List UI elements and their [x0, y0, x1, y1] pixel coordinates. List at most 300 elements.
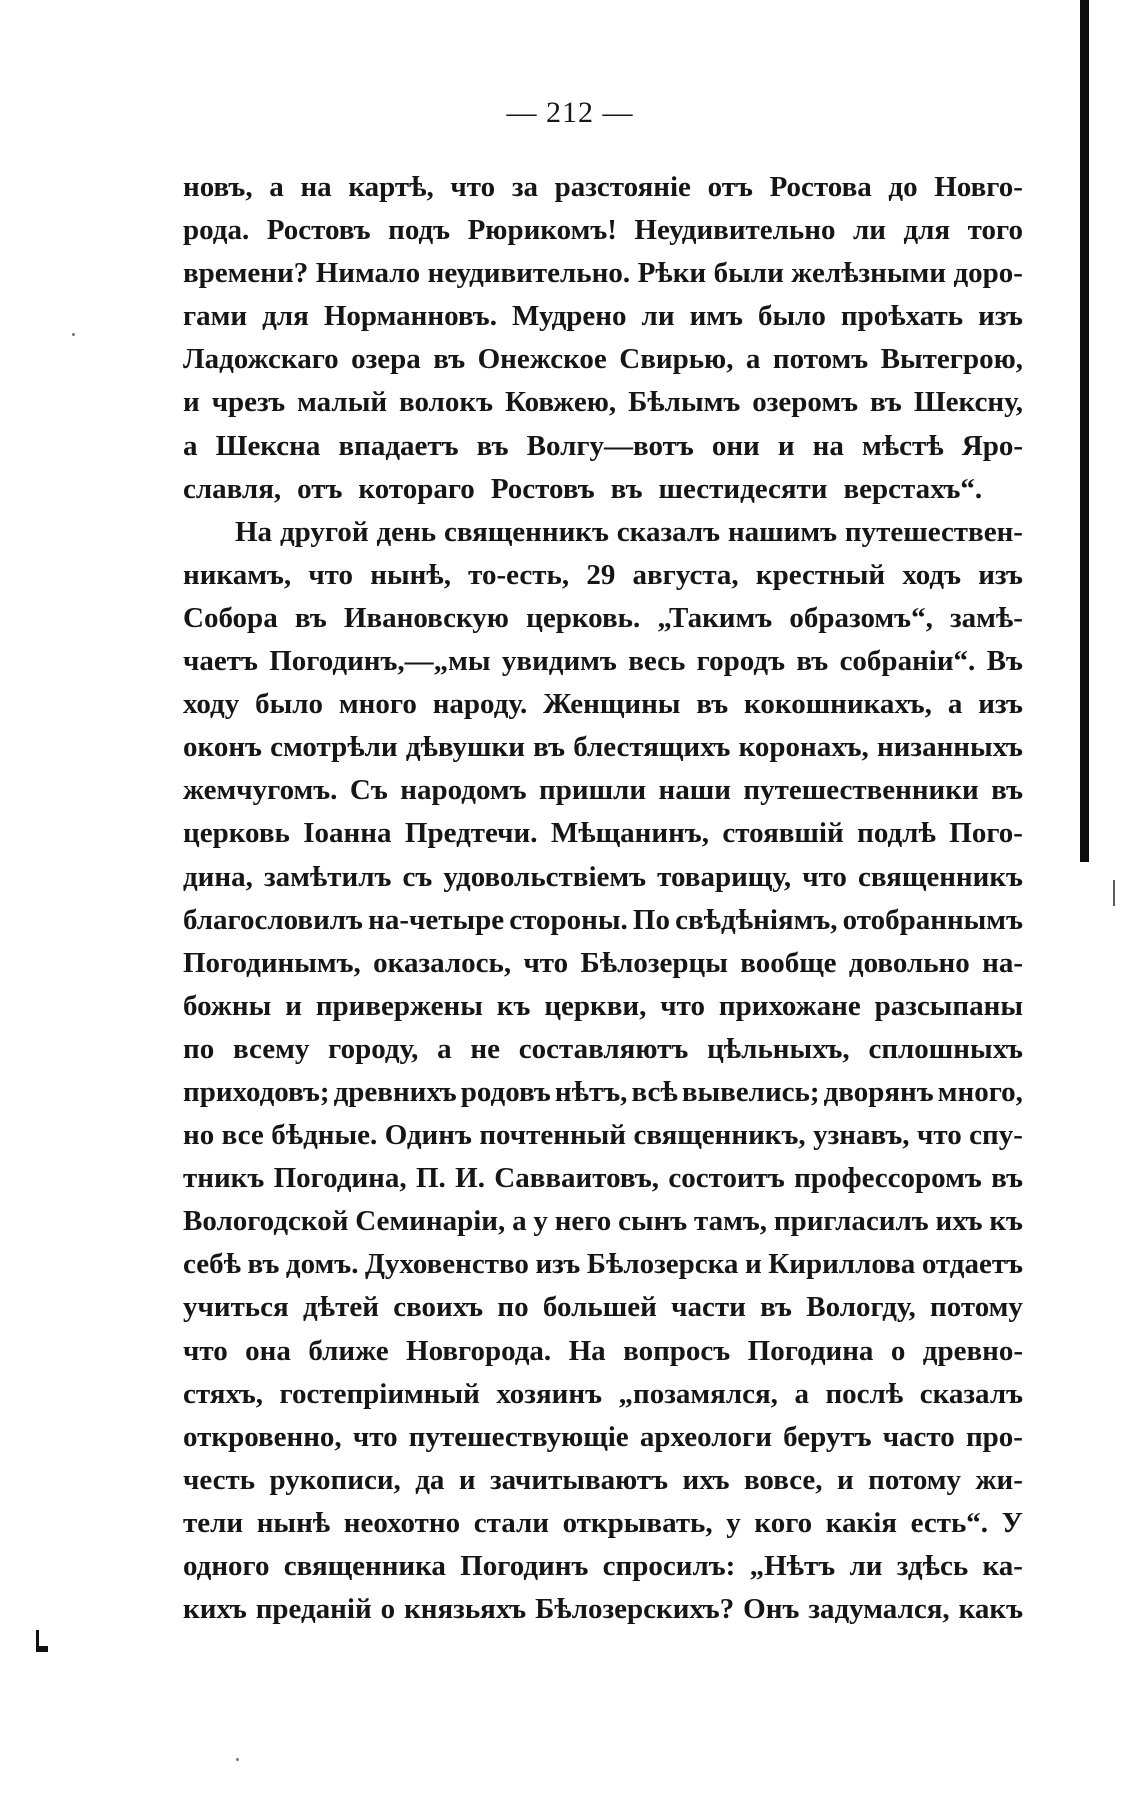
word: а: [512, 1205, 527, 1238]
word: своихъ: [393, 1291, 484, 1324]
word: не: [470, 1032, 501, 1065]
word: въ: [247, 1248, 280, 1281]
word: что: [916, 1119, 962, 1152]
text-line: [183, 597, 1023, 640]
word: желѣзными: [791, 257, 946, 290]
word: археологи: [639, 1420, 772, 1453]
word: верстахъ“.: [843, 472, 983, 505]
word: него: [554, 1205, 612, 1238]
word: что: [660, 989, 705, 1022]
word: себѣ: [183, 1248, 241, 1281]
word: древно-: [922, 1334, 1023, 1367]
word: рода.: [183, 214, 250, 247]
word: здѣсь: [896, 1550, 969, 1582]
word: было: [757, 300, 826, 333]
word: по: [497, 1291, 529, 1324]
word: узнавъ,: [813, 1119, 910, 1152]
word: прихожане: [718, 989, 861, 1022]
word: Вологодской: [183, 1205, 349, 1238]
word: у: [533, 1205, 548, 1238]
word: честь: [183, 1463, 256, 1496]
word: Одинъ: [384, 1119, 472, 1152]
word: о: [380, 1593, 396, 1626]
word: Норманновъ.: [323, 300, 497, 333]
text-line: [183, 252, 1023, 295]
word: Женщины: [543, 688, 681, 721]
word: что: [352, 1420, 398, 1453]
word: за: [511, 171, 538, 203]
text-line: [183, 295, 1023, 338]
word: а: [183, 429, 198, 462]
text-line: [183, 166, 1023, 209]
word: стяхъ,: [183, 1377, 263, 1410]
word: наши: [658, 774, 731, 807]
word: другой: [279, 515, 369, 548]
word: озеромъ: [752, 386, 858, 419]
word: въ: [610, 472, 643, 505]
word: въ: [533, 731, 566, 764]
word: тели: [183, 1506, 244, 1539]
text-line: [183, 683, 1023, 726]
word: крестный: [755, 558, 886, 591]
word: оконъ: [183, 731, 262, 764]
word: путешествующіе: [408, 1420, 629, 1453]
word: къ: [496, 989, 531, 1022]
word: и: [837, 1463, 854, 1496]
word: Погодина: [747, 1334, 874, 1367]
word: берутъ: [783, 1420, 872, 1453]
page-number: — 212 —: [506, 96, 634, 129]
word: образомъ“,: [789, 601, 933, 634]
text-line: [183, 1157, 1023, 1200]
word: Духовенство: [364, 1248, 529, 1281]
word: доро-: [953, 257, 1023, 290]
word: часто: [882, 1420, 955, 1453]
word: бѣдные.: [271, 1119, 378, 1152]
word: много,: [937, 1075, 1023, 1108]
word: гами: [183, 300, 248, 333]
word: привержены: [315, 989, 483, 1022]
word: вовсе,: [743, 1463, 823, 1496]
word: священникъ,: [633, 1119, 806, 1152]
word: задумался,: [808, 1593, 950, 1626]
word: нынѣ: [256, 1506, 331, 1539]
word: времени?: [183, 257, 309, 290]
word: рукописи,: [269, 1463, 401, 1496]
text-line: [183, 1071, 1023, 1114]
text-line: [183, 726, 1023, 769]
word: зачитываютъ: [490, 1463, 669, 1496]
word: до: [888, 171, 918, 203]
body-text: [183, 166, 1023, 1631]
word: низанныхъ: [877, 731, 1023, 764]
word: кокошникахъ,: [744, 688, 932, 721]
word: въ: [696, 688, 729, 721]
word: Мудрено: [511, 300, 627, 333]
word: гостепріимный: [279, 1377, 480, 1410]
word: Погодинъ: [460, 1550, 589, 1582]
word: стоявшій: [722, 817, 844, 850]
word: Вытегрою,: [880, 343, 1023, 376]
word: „Такимъ: [657, 601, 773, 634]
word: сплошныхъ: [868, 1032, 1023, 1065]
word: блестящихъ: [573, 731, 731, 764]
word: отъ: [297, 472, 343, 505]
word: Ковжею,: [504, 386, 617, 419]
text-line: [183, 381, 1023, 424]
word: Собора: [183, 601, 278, 634]
word: учиться: [183, 1291, 289, 1324]
word: дѣвушки: [405, 731, 525, 764]
word: Погодинъ,—„мы: [269, 645, 491, 678]
word: весь: [628, 645, 686, 678]
word: Ростовъ: [490, 472, 595, 505]
word: народу.: [432, 688, 528, 721]
word: 29: [586, 558, 616, 591]
word: составляютъ: [518, 1032, 689, 1065]
word: а: [269, 171, 284, 203]
word: какія: [825, 1506, 897, 1539]
word: изъ: [978, 688, 1023, 721]
word: преданій: [255, 1593, 372, 1626]
word: что: [802, 860, 847, 893]
text-line: [183, 1286, 1023, 1329]
word: по: [183, 1032, 215, 1065]
word: стороны.: [509, 903, 628, 936]
word: и: [744, 1248, 762, 1281]
text-line: [183, 1200, 1023, 1243]
word: въ: [796, 645, 829, 678]
word: послѣ: [825, 1377, 904, 1410]
text-line: [183, 769, 1023, 812]
word: оказалось,: [373, 946, 512, 979]
word: Въ: [986, 645, 1023, 678]
word: Погодинымъ,: [183, 946, 361, 979]
word: П.: [415, 1162, 446, 1195]
word: про-: [965, 1420, 1023, 1453]
word: смотрѣли: [270, 731, 398, 764]
word: цѣльныхъ,: [707, 1032, 850, 1065]
word: спросилъ:: [602, 1550, 736, 1582]
text-line: [183, 1243, 1023, 1286]
word: открывать,: [562, 1506, 713, 1539]
word: тникъ: [183, 1162, 265, 1195]
word: того: [967, 214, 1023, 247]
word: ближе: [308, 1334, 389, 1367]
word: неохотно: [343, 1506, 461, 1539]
word: благословилъ: [183, 903, 363, 936]
word: никамъ,: [183, 558, 292, 591]
word: что: [183, 1334, 228, 1367]
word: котораго: [358, 472, 475, 505]
word: на: [812, 429, 844, 462]
word: въ: [760, 1291, 792, 1324]
word: а: [794, 1377, 809, 1410]
word: городу,: [328, 1032, 419, 1065]
word: Погодина,: [273, 1162, 407, 1195]
word: замѣ-: [950, 601, 1023, 634]
word: части: [671, 1291, 746, 1324]
text-line: [183, 899, 1023, 942]
word: ка-: [982, 1550, 1023, 1582]
word: На: [568, 1334, 606, 1367]
word: Савваитовъ,: [494, 1162, 660, 1195]
word: разсыпаны: [874, 989, 1023, 1022]
word: у: [726, 1506, 741, 1539]
word: ли: [641, 300, 675, 333]
word: кого: [754, 1506, 813, 1539]
word: Шексну,: [913, 386, 1023, 419]
word: съ: [402, 860, 433, 893]
word: въ: [433, 343, 466, 376]
word: новъ,: [183, 171, 253, 203]
word: изъ: [978, 300, 1023, 333]
word: Пого-: [949, 817, 1023, 850]
word: что: [308, 558, 354, 591]
text-line: [183, 1373, 1023, 1416]
word: что: [450, 171, 496, 203]
word: сказалъ: [919, 1377, 1023, 1410]
word: нѣтъ,: [554, 1075, 628, 1108]
text-line: [183, 1028, 1023, 1071]
word: и: [777, 429, 795, 462]
word: городъ: [696, 645, 785, 678]
word: о: [890, 1334, 906, 1367]
word: священника: [283, 1550, 446, 1582]
word: церковь.: [526, 601, 641, 634]
word: Рюрикомъ!: [467, 214, 617, 247]
word: кихъ: [183, 1593, 247, 1626]
word: и: [183, 386, 200, 419]
word: Рѣки: [637, 257, 707, 290]
word: они: [711, 429, 760, 462]
word: да: [415, 1463, 445, 1496]
scan-speck: [72, 333, 75, 336]
word: на-: [982, 946, 1023, 979]
text-line: [183, 338, 1023, 381]
word: церковь: [183, 817, 290, 850]
word: то-есть,: [468, 558, 570, 591]
word: изъ: [535, 1248, 581, 1281]
word: Волгу—вотъ: [526, 429, 694, 462]
word: но: [183, 1119, 215, 1152]
word: Семинаріи,: [355, 1205, 506, 1238]
word: Бѣлымъ: [628, 386, 741, 419]
word: У: [1001, 1506, 1023, 1539]
word: въ: [991, 1162, 1023, 1195]
word: ли: [849, 1550, 883, 1582]
word: всѣ: [631, 1075, 678, 1108]
word: разстояніе: [554, 171, 691, 203]
word: князьяхъ: [404, 1593, 527, 1626]
word: есть“.: [910, 1506, 989, 1539]
word: коронахъ,: [738, 731, 869, 764]
word: увидимъ: [501, 645, 617, 678]
word: всему: [232, 1032, 310, 1065]
word: одного: [183, 1550, 270, 1582]
word: и: [285, 989, 302, 1022]
word: отдаетъ: [921, 1248, 1023, 1281]
word: къ: [989, 1205, 1023, 1238]
word: собраніи“.: [839, 645, 976, 678]
word: довольно: [848, 946, 970, 979]
word: замѣтилъ: [263, 860, 392, 893]
word: пришли: [539, 774, 647, 807]
word: пригласилъ: [773, 1205, 929, 1238]
word: августа,: [632, 558, 739, 591]
text-line: [183, 640, 1023, 683]
word: она: [245, 1334, 291, 1367]
word: нашимъ: [727, 515, 837, 548]
word: церкви,: [544, 989, 647, 1022]
word: много: [338, 688, 417, 721]
word: Ладожскаго: [183, 343, 339, 376]
word: вопросъ: [623, 1334, 731, 1367]
word: на-четыре: [368, 903, 505, 936]
word: все: [221, 1119, 264, 1152]
word: въ: [991, 774, 1023, 807]
word: Бѣлозерска: [586, 1248, 739, 1281]
word: потому: [868, 1463, 962, 1496]
word: откровенно,: [183, 1420, 342, 1453]
word: были: [713, 257, 784, 290]
word: нынѣ,: [370, 558, 451, 591]
word: товарищу,: [657, 860, 792, 893]
word: озера: [351, 343, 421, 376]
word: Яро-: [961, 429, 1023, 462]
word: Онъ: [743, 1593, 800, 1626]
text-line: [183, 856, 1023, 899]
word: въ: [869, 386, 902, 419]
word: неудивительно.: [427, 257, 631, 290]
word: какъ: [958, 1593, 1023, 1626]
text-line: [183, 1502, 1023, 1545]
word: Онежское: [477, 343, 607, 376]
word: а: [437, 1032, 452, 1065]
word: Ростова: [769, 171, 872, 203]
word: мѣстѣ: [861, 429, 944, 462]
word: божны: [183, 989, 272, 1022]
word: Предтечи.: [404, 817, 538, 850]
word: родовъ: [460, 1075, 551, 1108]
word: было: [255, 688, 324, 721]
word: И.: [455, 1162, 485, 1195]
text-line: [183, 554, 1023, 597]
word: путешественники: [743, 774, 979, 807]
word: волокъ: [399, 386, 493, 419]
word: По: [632, 903, 670, 936]
word: почтенный: [479, 1119, 627, 1152]
word: Новго-: [934, 171, 1023, 203]
word: приходовъ;: [183, 1075, 330, 1108]
word: Іоанна: [303, 817, 392, 850]
word: тамъ,: [694, 1205, 768, 1238]
word: „Нѣтъ: [749, 1550, 836, 1582]
word: имъ: [689, 300, 743, 333]
word: изъ: [978, 558, 1023, 591]
word: дина,: [183, 860, 253, 893]
text-line: [183, 1588, 1023, 1631]
word: Мѣщанинъ,: [550, 817, 709, 850]
word: ихъ: [682, 1463, 730, 1496]
word: Вологду,: [806, 1291, 916, 1324]
word: жемчугомъ.: [183, 774, 338, 807]
word: народомъ: [400, 774, 527, 807]
word: дворянъ: [823, 1075, 934, 1108]
word: домъ.: [285, 1248, 359, 1281]
text-line: [183, 511, 1023, 554]
scan-edge-mark: [1113, 880, 1115, 906]
word: ходу: [183, 688, 240, 721]
word: на: [300, 171, 332, 203]
text-line: [183, 985, 1023, 1028]
word: чрезъ: [211, 386, 286, 419]
text-line: [183, 812, 1023, 855]
word: картѣ,: [348, 171, 434, 203]
text-line: [183, 1114, 1023, 1157]
word: „позамялся,: [618, 1377, 778, 1410]
word: въ: [294, 601, 327, 634]
word: спу-: [969, 1119, 1023, 1152]
word: отобраннымъ: [842, 903, 1023, 936]
word: отъ: [707, 171, 753, 203]
text-line: [183, 1330, 1023, 1373]
word: впадаетъ: [338, 429, 459, 462]
word: Новгорода.: [406, 1334, 552, 1367]
word: вывелись;: [681, 1075, 820, 1108]
word: день: [376, 515, 437, 548]
word: а: [745, 343, 761, 376]
word: путешествен-: [844, 515, 1023, 548]
word: проѣхать: [840, 300, 964, 333]
word: стали: [473, 1506, 549, 1539]
text-line: [183, 1545, 1023, 1588]
scan-speck: [236, 1758, 239, 1761]
word: ли: [852, 214, 886, 247]
word: Бѣлозерцы: [580, 946, 728, 979]
word: состоитъ: [668, 1162, 785, 1195]
word: потомъ: [772, 343, 869, 376]
word: Съ: [349, 774, 388, 807]
text-line: [183, 209, 1023, 252]
word: хозяинъ: [496, 1377, 602, 1410]
text-line: [183, 1459, 1023, 1502]
word: малый: [297, 386, 388, 419]
word: для: [903, 214, 951, 247]
word: Кириллова: [768, 1248, 916, 1281]
word: удовольствіемъ: [443, 860, 647, 893]
word: подъ: [388, 214, 451, 247]
word: сказалъ: [616, 515, 721, 548]
word: подлѣ: [857, 817, 936, 850]
word: Свирью,: [619, 343, 734, 376]
word: вообще: [740, 946, 837, 979]
word: ходъ: [902, 558, 961, 591]
word: ихъ: [935, 1205, 983, 1238]
corner-mark-icon: [34, 1630, 49, 1652]
word: для: [262, 300, 309, 333]
word: Шексна: [215, 429, 321, 462]
word: въ: [476, 429, 509, 462]
word: чаетъ: [183, 645, 258, 678]
word: На: [235, 515, 273, 548]
text-line: [183, 425, 1023, 468]
text-line: [183, 468, 1023, 511]
word: Бѣлозерскихъ?: [535, 1593, 735, 1626]
word: сынъ: [618, 1205, 688, 1238]
word: Неудивительно: [634, 214, 836, 247]
word: древнихъ: [333, 1075, 457, 1108]
